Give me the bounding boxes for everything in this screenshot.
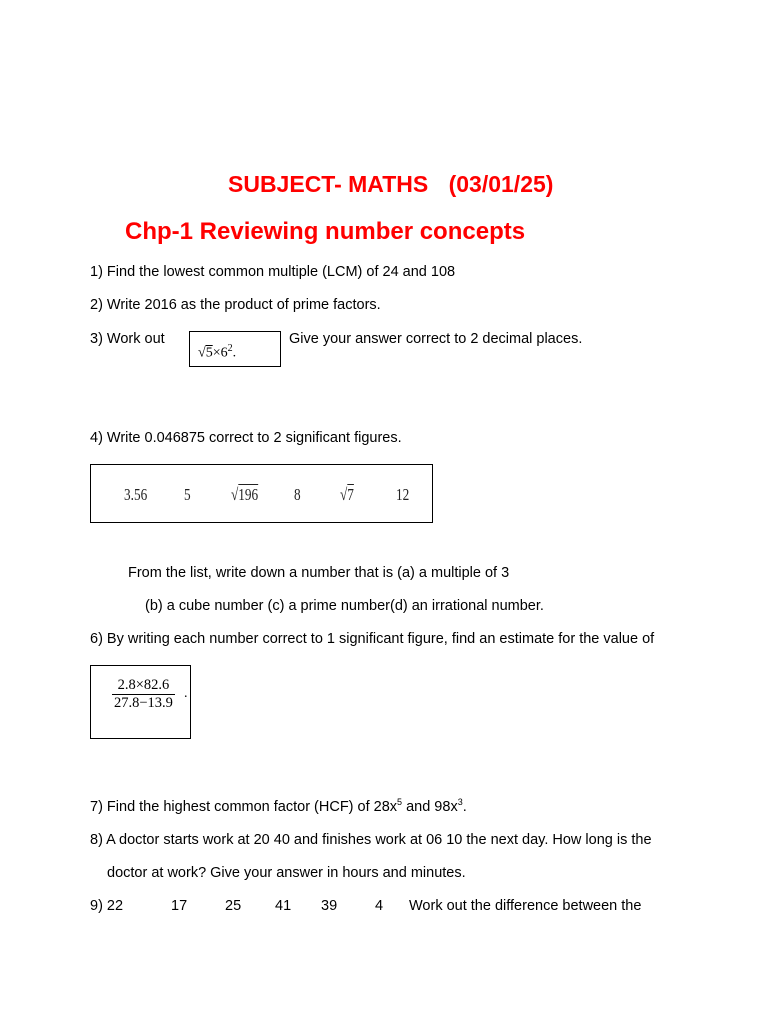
question-9-text: Work out the difference between the xyxy=(409,898,642,914)
sqrt-icon: √ xyxy=(198,345,206,361)
fraction-numerator: 2.8×82.6 xyxy=(112,677,175,695)
number-list-box xyxy=(90,464,433,523)
question-3-suffix: Give your answer correct to 2 decimal places. xyxy=(289,331,583,347)
question-9-label: 9) 22 xyxy=(90,898,124,914)
question-8-line-1: 8) A doctor starts work at 20 40 and finishes work at 06 10 the next day. How long is the xyxy=(90,832,652,848)
question-8-line-2: doctor at work? Give your answer in hours and minutes. xyxy=(107,865,466,881)
fraction-period: . xyxy=(184,686,188,701)
list-item: 5 xyxy=(184,485,191,504)
subject-text: SUBJECT- MATHS xyxy=(228,171,429,197)
list-item: 3.56 xyxy=(124,485,148,504)
question-4: 4) Write 0.046875 correct to 2 significant figures. xyxy=(90,430,402,446)
q9-number: 4 xyxy=(375,898,384,914)
sqrt-icon: √ xyxy=(340,485,348,504)
list-item: 8 xyxy=(294,485,301,504)
question-6: 6) By writing each number correct to 1 significant figure, find an estimate for the value of xyxy=(90,631,655,647)
question-2: 2) Write 2016 as the product of prime factors. xyxy=(90,297,381,313)
question-3-prefix: 3) Work out xyxy=(90,331,165,347)
question-5-line-1: From the list, write down a number that is (a) a multiple of 3 xyxy=(128,565,510,581)
q9-number: 17 xyxy=(171,898,188,914)
q9-number: 41 xyxy=(275,898,292,914)
subject-title xyxy=(228,171,553,198)
question-1: 1) Find the lowest common multiple (LCM) of 24 and 108 xyxy=(90,264,456,280)
fraction-denominator: 27.8−13.9 xyxy=(114,695,173,711)
q9-number: 39 xyxy=(321,898,338,914)
question-5-line-2: (b) a cube number (c) a prime number(d) an irrational number. xyxy=(145,598,544,614)
question-7: 7) Find the highest common factor (HCF) of $28x^5$ and $98x^3$. xyxy=(90,797,467,815)
sqrt-icon: √ xyxy=(231,485,239,504)
list-item: √196 xyxy=(231,485,259,504)
chapter-title: Chp-1 Reviewing number concepts xyxy=(125,218,526,245)
question-6-fraction xyxy=(112,677,175,712)
question-6-fraction-box xyxy=(90,665,191,739)
list-item: √7 xyxy=(340,485,354,504)
question-3-expression: $√5\times 6^2$. xyxy=(198,343,237,361)
question-3-expression-box xyxy=(189,331,281,367)
q9-number: 25 xyxy=(225,898,242,914)
date-text: (03/01/25) xyxy=(448,171,554,197)
list-item: 12 xyxy=(396,485,410,504)
